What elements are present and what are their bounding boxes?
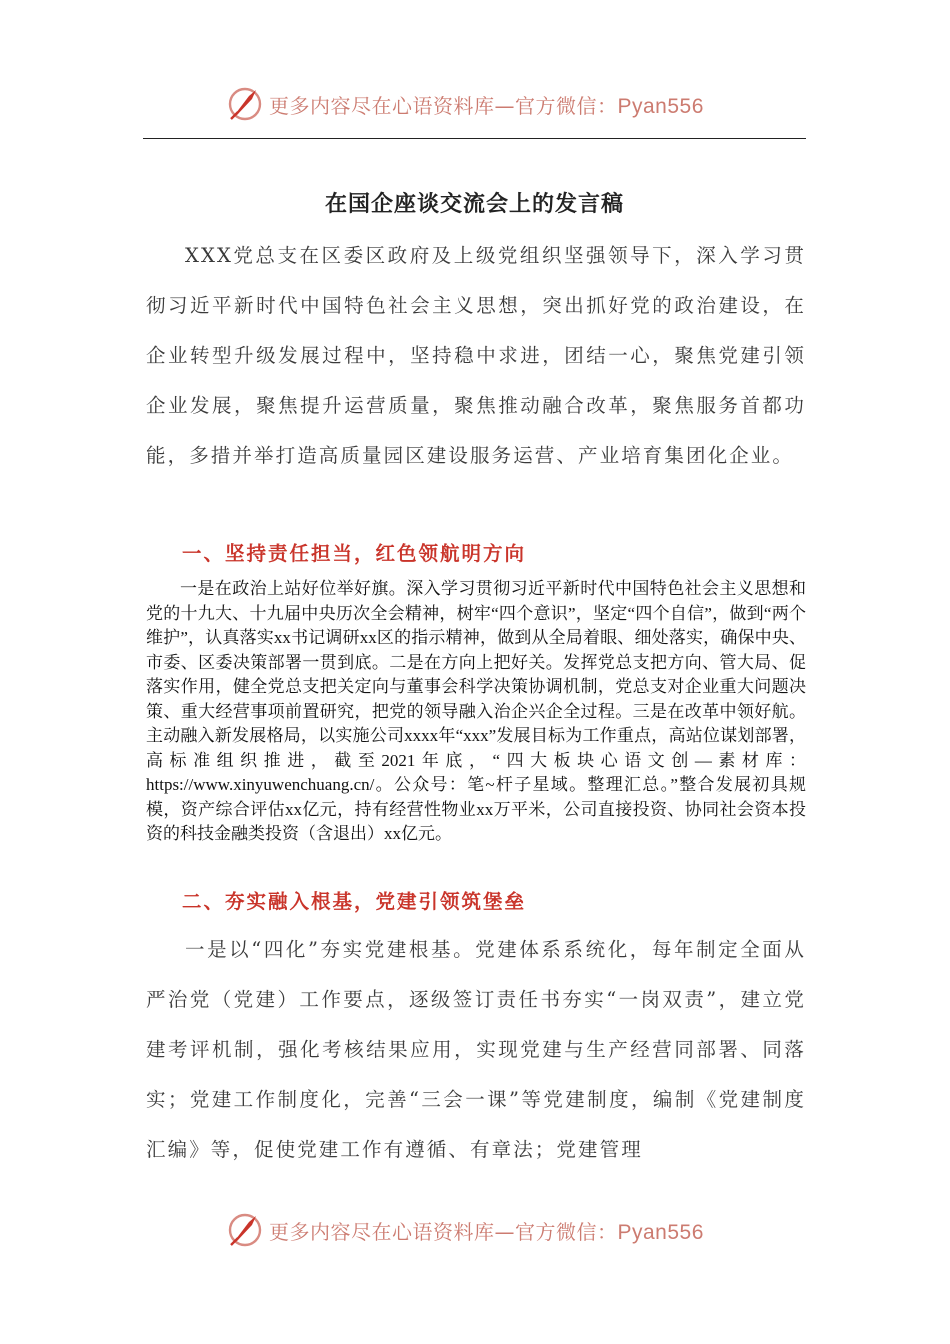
section2-heading: 二、夯实融入根基，党建引领筑堡垒 <box>182 890 527 913</box>
footer-banner <box>225 1208 704 1252</box>
quill-logo-icon <box>225 84 265 124</box>
header-divider <box>143 138 806 139</box>
section1-paragraph: 一是在政治上站好位举好旗。深入学习贯彻习近平新时代中国特色社会主义思想和党的十九大、十九届中央历次全会精神，树牢“四个意识”，坚定“四个自信”，做到“两个维护”，认真落实xx书记调研xx区的指示精神，做到从全局着眼、细处落实，确保中央、市委、区委决策部署一贯到底。二是在方向上把好关。发挥党总支把方向、管大局、促落实作用，健全党总支把关定向与董事会科学决策协调机制，党总支对企业重大问题决策、重大经营事项前置研究，把党的领导融入治企兴企全过程。三是在改革中领好航。主动融入新发展格局，以实施公司xxxx年“xxx”发展目标为工作重点，高站位谋划部署，高标准组织推进，截至2021年底，“四大板块心语文创—素材库：https://www.xinyuwenchuang.cn/。公众号：笔~杆子星域。整理汇总。”整合发展初具规模，资产综合评估xx亿元，持有经营性物业xx万平米，公司直接投资、协同社会资本投资的科技金融类投资（含退出）xx亿元。 <box>146 579 806 843</box>
quill-logo-icon <box>225 1210 265 1250</box>
intro-paragraph: XXX党总支在区委区政府及上级党组织坚强领导下，深入学习贯彻习近平新时代中国特色社会主义思想，突出抓好党的政治建设，在企业转型升级发展过程中，坚持稳中求进，团结一心，聚焦党建引领企业发展，聚焦提升运营质量，聚焦推动融合改革，聚焦服务首都功能，多措并举打造高质量园区建设服务运营、产业培育集团化企业。 <box>146 244 806 467</box>
banner-text: 更多内容尽在心语资料库—官方微信：Pyan556 <box>269 93 704 118</box>
banner-text: 更多内容尽在心语资料库—官方微信：Pyan556 <box>269 1219 704 1244</box>
section2-paragraph: 一是以“四化”夯实党建根基。党建体系系统化，每年制定全面从严治党（党建）工作要点，逐级签订责任书夯实“一岗双责”，建立党建考评机制，强化考核结果应用，实现党建与生产经营同部署、同落实；党建工作制度化，完善“三会一课”等党建制度，编制《党建制度汇编》等，促使党建工作有遵循、有章法；党建管理 <box>146 938 806 1161</box>
header-banner <box>225 82 704 126</box>
page-title: 在国企座谈交流会上的发言稿 <box>324 191 624 217</box>
section1-heading: 一、坚持责任担当，红色领航明方向 <box>182 542 527 565</box>
